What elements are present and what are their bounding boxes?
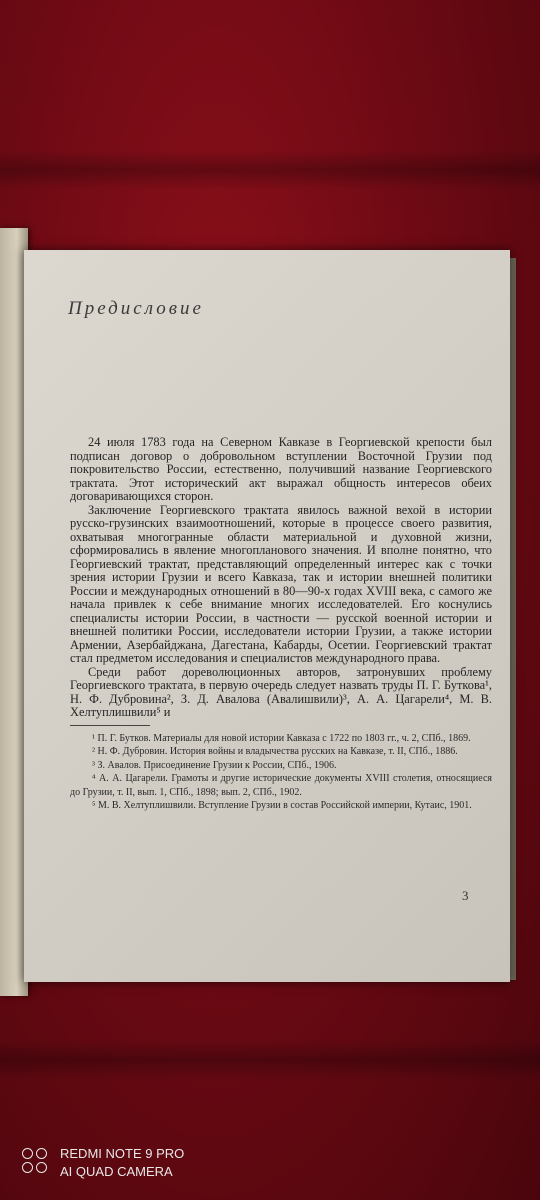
- body-text: [70, 436, 492, 720]
- watermark-camera: AI QUAD CAMERA: [60, 1164, 173, 1179]
- paragraph: Среди работ дореволюционных авторов, затронувших проблему Георгиевского трактата, в первую очередь следует назвать труды П. Г. Буткова¹, Н. Ф. Дубровина², З. Д. Авалова (Авалишвили)³, А. А. Цагарели⁴, М. В. Хелтуплишвили⁵ и: [70, 664, 492, 719]
- page-number: 3: [462, 888, 469, 903]
- footnote: ³ З. Авалов. Присоединение Грузии к России, СПб., 1906.: [92, 759, 337, 771]
- footnote-rule: [70, 725, 150, 726]
- page-heading: Предисловие: [68, 298, 204, 319]
- cloth-fold: [0, 1040, 540, 1080]
- book-page: [24, 250, 510, 982]
- footnotes: [70, 732, 492, 812]
- footnote: ¹ П. Г. Бутков. Материалы для новой истории Кавказа с 1722 по 1803 гг., ч. 2, СПб., 1869.: [92, 733, 471, 744]
- footnote: ² Н. Ф. Дубровин. История войны и владычества русских на Кавказе, т. II, СПб., 1886.: [92, 746, 458, 758]
- watermark-model: REDMI NOTE 9 PRO: [60, 1146, 185, 1161]
- paragraph: Заключение Георгиевского трактата явилось важной вехой в истории русско-грузинских взаимоотношений, которые в процессе своего развития, охватывая многогранные области материальной и духовной жизни, сформировались в явление многопланового значения. И вполне понятно, что Георгиевский трактат, представляющий определенный интерес как с точки зрения истории Грузии и всего Кавказа, так и истории внешней политики России и международных отношений в 80—90-х годах XVIII века, с самого же начала привлек к себе внимание многих исследователей. Его коснулись специалисты истории России, в частности — русской военной истории и внешней политики России, исследователи истории Грузии, а также истории Армении, Азербайджана, Дагестана, Кабарды, Осетии. Георгиевский трактат стал предметом исследования и специалистов международного права.: [70, 502, 492, 665]
- camera-lens-icon: [22, 1148, 50, 1176]
- cloth-fold: [0, 150, 540, 190]
- paragraph: 24 июля 1783 года на Северном Кавказе в Георгиевской крепости был подписан договор о добровольном вступлении Восточной Грузии под покровительство России, естественно, получивший название Георгиевского трактата. Этот исторический акт выражал общность интересов обеих договаривающихся сторон.: [70, 435, 492, 503]
- footnote: ⁵ М. В. Хелтуплишвили. Вступление Грузии в состав Российской империи, Кутаис, 1901.: [92, 800, 472, 812]
- footnote: ⁴ А. А. Цагарели. Грамоты и другие исторические документы XVIII столетия, относящиеся до Грузии, т. II, вып. 1, СПб., 1898; вып. 2, СПб., 1902.: [70, 773, 492, 798]
